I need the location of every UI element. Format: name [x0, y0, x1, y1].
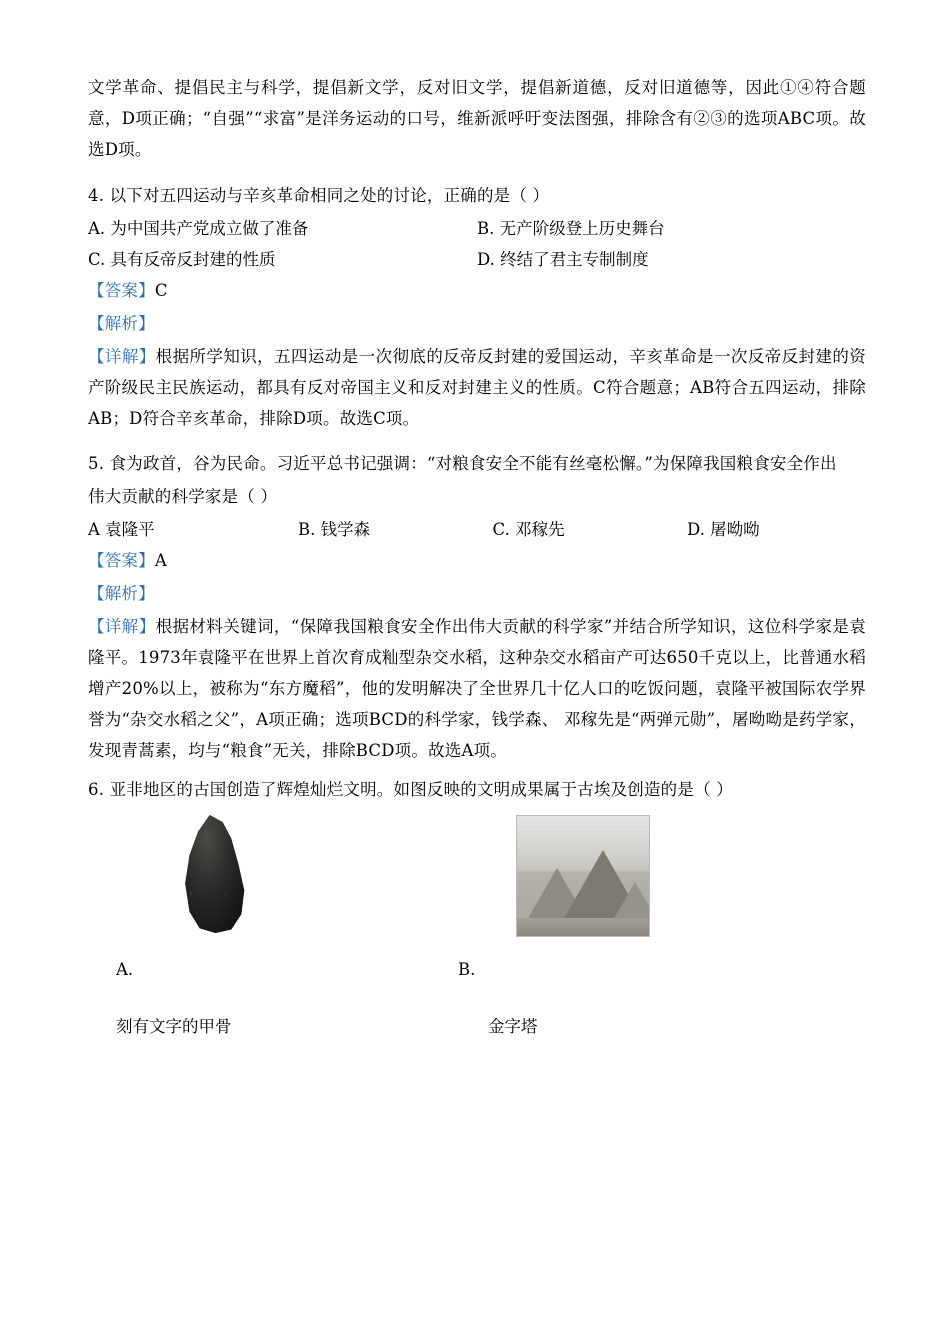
question-5-stem-line-2: 伟大贡献的科学家是（ ）: [88, 487, 278, 506]
question-4-stem: 4. 以下对五四运动与辛亥革命相同之处的讨论，正确的是（ ）: [88, 186, 550, 205]
question-6-option-b-label[interactable]: B.: [458, 960, 476, 979]
question-4-option-d[interactable]: D. 终结了君主专制制度: [477, 250, 649, 269]
question-5-analysis-label: 【解析】: [88, 584, 155, 603]
detail-text: 根据材料关键词，“保障我国粮食安全作出伟大贡献的科学家”并结合所学知识，这位科学家是袁隆平。1973年袁隆平在世界上首次育成籼型杂交水稻，这种杂交水稻亩产可达650千克以上，比普通水稻增产20%以上，被称为“东方魔稻”，他的发明解决了全世界几十亿人口的吃饭问题，袁隆平被国际农学界誉为“杂交水稻之父”，A项正确；选项BCD的科学家，钱学森、 邓稼先是“两弹元勋”，屠呦呦是药学家，发现青蒿素，均与“粮食”无关，排除BCD项。故选A项。: [88, 617, 866, 760]
question-5-detail: [88, 611, 866, 766]
question-6-image-options: [88, 815, 866, 1045]
question-5-options-row: [88, 514, 866, 545]
question-4-option-b[interactable]: B. 无产阶级登上历史舞台: [477, 219, 665, 238]
pyramid-sand: [517, 918, 649, 936]
question-5-option-c[interactable]: C. 邓稼先: [492, 520, 565, 539]
question-4-analysis-label: 【解析】: [88, 314, 155, 333]
question-5-option-a[interactable]: A 袁隆平: [88, 520, 155, 539]
answer-label: 【答案】: [88, 551, 155, 570]
detail-text: 根据所学知识，五四运动是一次彻底的反帝反封建的爱国运动，辛亥革命是一次反帝反封建的资产阶级民主民族运动，都具有反对帝国主义和反对封建主义的性质。C符合题意；AB符合五四运动，排除AB；D符合辛亥革命，排除D项。故选C项。: [88, 347, 866, 428]
question-5-stem-line-1: 5. 食为政首，谷为民命。习近平总书记强调：“对粮食安全不能有丝毫松懈。”为保障我国粮食安全作出: [88, 454, 837, 473]
answer-value: C: [154, 281, 168, 300]
question-5-option-d[interactable]: D. 屠呦呦: [687, 520, 760, 539]
oracle-bone-image: [178, 815, 250, 933]
question-4-detail: [88, 341, 866, 434]
question-6-stem: 6. 亚非地区的古国创造了辉煌灿烂文明。如图反映的文明成果属于古埃及创造的是（ ）: [88, 780, 733, 799]
question-4-answer-line: [88, 275, 866, 306]
detail-label: 【详解】: [88, 347, 156, 366]
question-6-option-a-label[interactable]: A.: [116, 960, 134, 979]
paragraph-continuation: 文学革命、提倡民主与科学，提倡新文学，反对旧文学，提倡新道德，反对旧道德等，因此①④符合题意，D项正确；“自强”“求富”是洋务运动的口号，维新派呼吁变法图强，排除含有②③的选项ABC项。故选D项。: [88, 78, 866, 159]
question-5-option-b[interactable]: B. 钱学森: [298, 520, 371, 539]
question-4-options-row-1: [88, 213, 866, 244]
question-4-options-row-2: [88, 244, 866, 275]
detail-label: 【详解】: [88, 617, 156, 636]
answer-value: A: [154, 551, 167, 570]
question-6-option-b-caption: 金字塔: [488, 1017, 538, 1036]
question-4-option-c[interactable]: C. 具有反帝反封建的性质: [88, 250, 276, 269]
question-6-option-a-caption: 刻有文字的甲骨: [116, 1017, 232, 1036]
question-4-option-a[interactable]: A. 为中国共产党成立做了准备: [88, 219, 309, 238]
pyramid-shape-medium: [613, 882, 650, 920]
document-content: [88, 72, 866, 1045]
answer-label: 【答案】: [88, 281, 155, 300]
question-5-answer-line: [88, 545, 866, 576]
pyramid-image: [516, 815, 650, 937]
